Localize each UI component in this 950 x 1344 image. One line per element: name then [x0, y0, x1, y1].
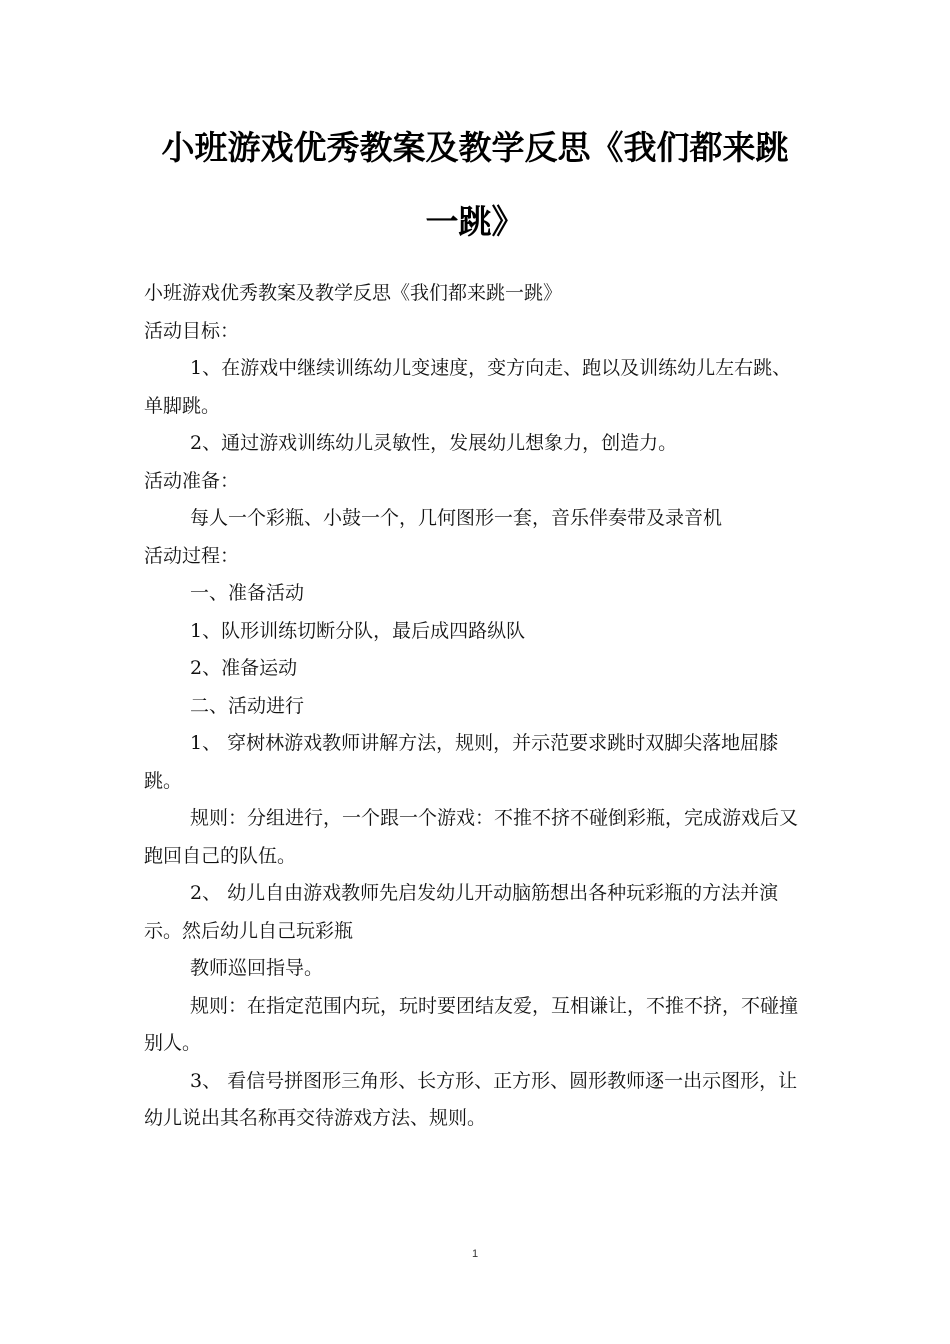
page-number: 1 — [471, 1248, 479, 1260]
paragraph: 规则：在指定范围内玩，玩时要团结友爱，互相谦让，不推不挤，不碰撞别人。 — [144, 994, 799, 1054]
paragraph: 2、准备运动 — [190, 657, 298, 679]
section-heading-preparation: 活动准备： — [144, 469, 240, 492]
paragraph: 2、通过游戏训练幼儿灵敏性，发展幼儿想象力，创造力。 — [190, 432, 678, 454]
section-heading-goals: 活动目标： — [144, 319, 240, 342]
paragraph: 二、活动进行 — [190, 694, 305, 717]
section-heading-process: 活动过程： — [144, 544, 240, 567]
paragraph: 2、 幼儿自由游戏教师先启发幼儿开动脑筋想出各种玩彩瓶的方法并演示。然后幼儿自己玩彩瓶 — [144, 882, 779, 942]
paragraph: 3、 看信号拼图形三角形、长方形、正方形、圆形教师逐一出示图形，让幼儿说出其名称再交待游戏方法、规则。 — [144, 1069, 798, 1129]
paragraph: 1、队形训练切断分队，最后成四路纵队 — [190, 619, 526, 642]
paragraph: 一、准备活动 — [190, 582, 305, 604]
paragraph: 1、 穿树林游戏教师讲解方法，规则，并示范要求跳时双脚尖落地屈膝跳。 — [144, 732, 779, 792]
paragraph: 1、在游戏中继续训练幼儿变速度，变方向走、跑以及训练幼儿左右跳、单脚跳。 — [144, 357, 792, 417]
document-title-line-2: 一跳》 — [425, 202, 525, 241]
document-title-line-1: 小班游戏优秀教案及教学反思《我们都来跳 — [161, 128, 789, 167]
paragraph: 规则：分组进行，一个跟一个游戏：不推不挤不碰倒彩瓶，完成游戏后又跑回自己的队伍。 — [144, 807, 799, 867]
paragraph: 每人一个彩瓶、小鼓一个，几何图形一套，音乐伴奏带及录音机 — [190, 507, 723, 529]
paragraph: 小班游戏优秀教案及教学反思《我们都来跳一跳》 — [144, 282, 563, 304]
document-body — [144, 275, 808, 1138]
paragraph: 教师巡回指导。 — [190, 957, 324, 979]
